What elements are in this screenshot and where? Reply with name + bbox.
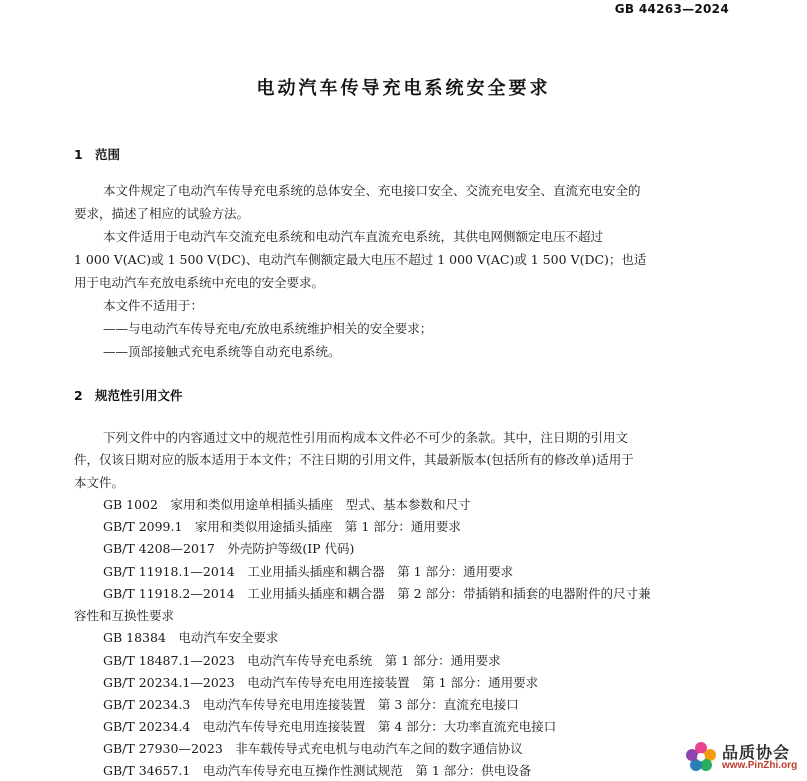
reference-item: GB/T 11918.2—2014 工业用插头插座和耦合器 第 2 部分：带插销和插套的电器附件的尺寸兼 <box>103 586 651 601</box>
watermark-name: 品质协会 <box>722 743 791 762</box>
list-item: ——与电动汽车传导充电/充放电系统维护相关的安全要求； <box>103 321 433 336</box>
reference-item: GB/T 2099.1 家用和类似用途插头插座 第 1 部分：通用要求 <box>103 519 461 534</box>
paragraph-line: 本文件适用于电动汽车交流充电系统和电动汽车直流充电系统，其供电网侧额定电压不超过 <box>103 229 604 244</box>
reference-item: GB/T 4208—2017 外壳防护等级(IP 代码) <box>103 541 355 556</box>
paragraph-line: 本文件规定了电动汽车传导充电系统的总体安全、充电接口安全、交流充电安全、直流充电安全的 <box>103 183 641 198</box>
reference-item: GB/T 11918.1—2014 工业用插头插座和耦合器 第 1 部分：通用要求 <box>103 564 514 579</box>
reference-item: GB 1002 家用和类似用途单相插头插座 型式、基本参数和尺寸 <box>103 497 471 512</box>
standard-code: GB 44263—2024 <box>614 2 729 16</box>
section-heading-normative-references <box>74 386 183 404</box>
reference-item: GB/T 18487.1—2023 电动汽车传导充电系统 第 1 部分：通用要求 <box>103 653 501 668</box>
paragraph-line: 本文件。 <box>74 475 125 490</box>
list-item: ——顶部接触式充电系统等自动充电系统。 <box>103 344 341 359</box>
watermark-url: www.PinZhi.org <box>722 760 798 771</box>
paragraph-line: 用于电动汽车充放电系统中充电的安全要求。 <box>74 275 325 290</box>
reference-item-continuation: 容性和互换性要求 <box>74 608 175 623</box>
section-title: 范围 <box>95 147 121 162</box>
paragraph-line: 1 000 V(AC)或 1 500 V(DC)、电动汽车侧额定最大电压不超过 1 000 V(AC)或 1 500 V(DC)；也适 <box>74 252 647 267</box>
paragraph-line: 要求，描述了相应的试验方法。 <box>74 206 250 221</box>
paragraph-line: 件，仅该日期对应的版本适用于本文件；不注日期的引用文件，其最新版本(包括所有的修改单)适用于 <box>74 452 634 467</box>
flower-logo-icon <box>684 740 718 774</box>
paragraph-line: 本文件不适用于： <box>103 298 204 313</box>
reference-item: GB/T 20234.3 电动汽车传导充电用连接装置 第 3 部分：直流充电接口 <box>103 697 519 712</box>
reference-item: GB/T 27930—2023 非车载传导式充电机与电动汽车之间的数字通信协议 <box>103 741 523 756</box>
paragraph-line: 下列文件中的内容通过文中的规范性引用而构成本文件必不可少的条款。其中，注日期的引用文 <box>103 430 629 445</box>
section-title: 规范性引用文件 <box>95 388 183 403</box>
section-number: 1 <box>74 147 83 162</box>
reference-item: GB 18384 电动汽车安全要求 <box>103 630 279 645</box>
section-number: 2 <box>74 388 83 403</box>
reference-item: GB/T 20234.1—2023 电动汽车传导充电用连接装置 第 1 部分：通用要求 <box>103 675 539 690</box>
reference-item: GB/T 20234.4 电动汽车传导充电用连接装置 第 4 部分：大功率直流充电接口 <box>103 719 557 734</box>
watermark <box>684 738 804 778</box>
document-title: 电动汽车传导充电系统安全要求 <box>256 78 551 99</box>
reference-item: GB/T 34657.1 电动汽车传导充电互操作性测试规范 第 1 部分：供电设备 <box>103 763 532 778</box>
section-heading-scope <box>74 145 120 163</box>
